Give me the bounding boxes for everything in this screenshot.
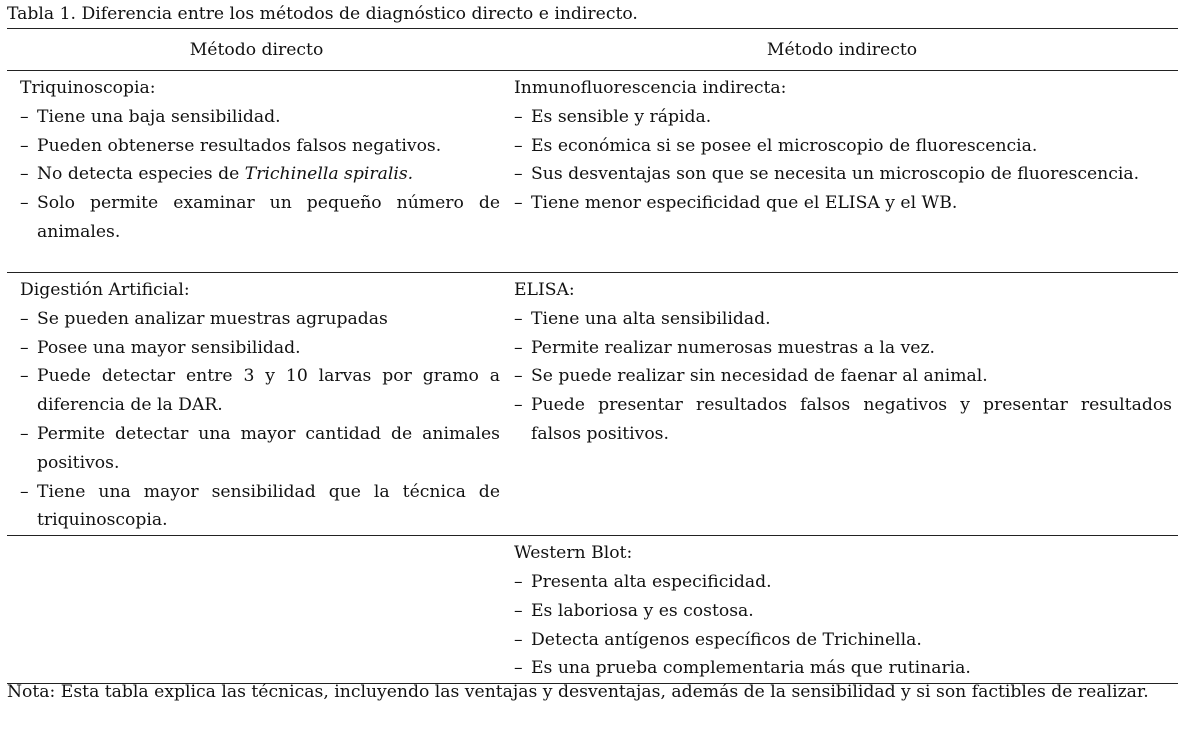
table-header-row: [7, 29, 1178, 71]
list-item: – Es sensible y rápida.: [514, 103, 1172, 132]
list-item: – Es laboriosa y es costosa.: [514, 597, 1172, 626]
list-item-text: No detecta especies de: [37, 164, 245, 185]
table-note: Nota: Esta tabla explica las técnicas, incluyendo las ventajas y desventajas, además de la sensibilidad y si son factibles de realizar.: [7, 682, 1149, 702]
method-items: [514, 103, 1172, 218]
list-item: – Detecta antígenos específicos de Trichinella.: [514, 626, 1172, 655]
list-item: – Permite realizar numerosas muestras a la vez.: [514, 334, 1172, 363]
table-caption: Tabla 1. Diferencia entre los métodos de diagnóstico directo e indirecto.: [7, 4, 638, 24]
list-item: – Sus desventajas son que se necesita un microscopio de fluorescencia.: [514, 160, 1172, 189]
cell-inmunofluorescencia: [506, 71, 1178, 273]
cell-triquinoscopia: [7, 71, 506, 273]
list-item: – Tiene una alta sensibilidad.: [514, 305, 1172, 334]
header-indirect-method: Método indirecto: [506, 29, 1178, 71]
list-item: – Pueden obtenerse resultados falsos negativos.: [20, 132, 500, 161]
list-item: – Es una prueba complementaria más que rutinaria.: [514, 654, 1172, 683]
list-item: – Puede detectar entre 3 y 10 larvas por gramo a diferencia de la DAR.: [20, 362, 500, 420]
method-items: [514, 568, 1172, 683]
list-item: – Solo permite examinar un pequeño número de animales.: [20, 189, 500, 247]
cell-digestion-artificial: [7, 273, 506, 536]
method-items: [20, 305, 500, 535]
cell-elisa: [506, 273, 1178, 536]
list-item: – Presenta alta especificidad.: [514, 568, 1172, 597]
list-item: – Tiene una baja sensibilidad.: [20, 103, 500, 132]
table-row: [7, 71, 1178, 273]
list-item: – Permite detectar una mayor cantidad de animales positivos.: [20, 420, 500, 478]
method-title: Inmunofluorescencia indirecta:: [514, 78, 787, 98]
method-title: ELISA:: [514, 280, 575, 300]
cell-western-blot: [506, 536, 1178, 684]
species-name: Trichinella spiralis.: [244, 164, 414, 185]
list-item: [20, 160, 500, 189]
list-item: – Tiene una mayor sensibilidad que la técnica de triquinoscopia.: [20, 478, 500, 536]
list-item: – Es económica si se posee el microscopio de fluorescencia.: [514, 132, 1172, 161]
cell-empty: [7, 536, 506, 684]
method-title: Triquinoscopia:: [20, 78, 156, 98]
list-item: – Tiene menor especificidad que el ELISA y el WB.: [514, 189, 1172, 218]
method-title: Digestión Artificial:: [20, 280, 190, 300]
method-items: [20, 103, 500, 247]
table-row: [7, 536, 1178, 684]
list-item: – Se pueden analizar muestras agrupadas: [20, 305, 500, 334]
method-title: Western Blot:: [514, 543, 633, 564]
header-direct-method: Método directo: [7, 29, 506, 71]
table-row: [7, 273, 1178, 536]
list-item: – Se puede realizar sin necesidad de faenar al animal.: [514, 362, 1172, 391]
list-item: – Posee una mayor sensibilidad.: [20, 334, 500, 363]
list-item: – Puede presentar resultados falsos negativos y presentar resultados falsos positivos.: [514, 391, 1172, 449]
comparison-table: [7, 28, 1178, 684]
method-items: [514, 305, 1172, 449]
